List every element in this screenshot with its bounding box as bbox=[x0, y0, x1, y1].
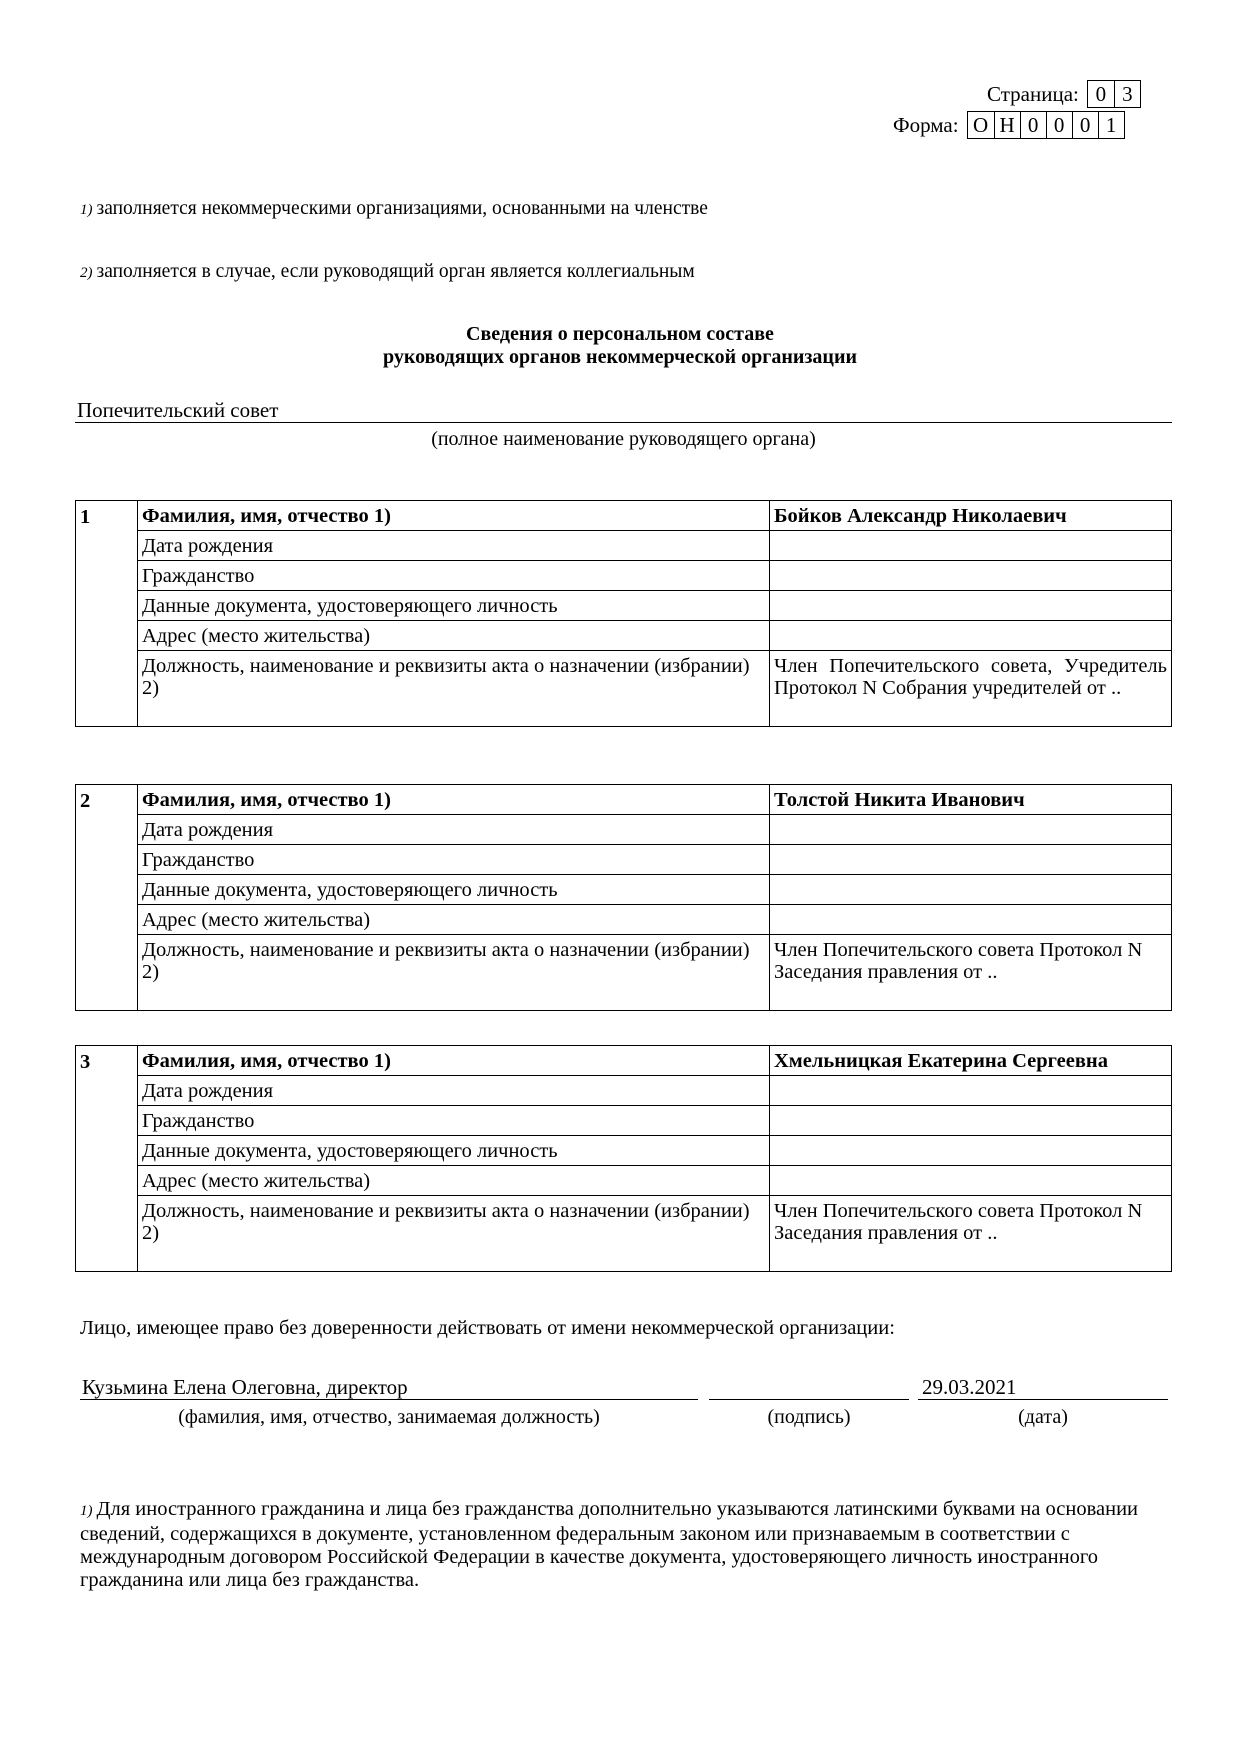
value-fio: Бойков Александр Николаевич bbox=[770, 501, 1172, 531]
label-position: Должность, наименование и реквизиты акта о назначении (избрании) 2) bbox=[138, 1196, 770, 1272]
value-position: Член Попечительского совета Протокол N Заседания правления от .. bbox=[770, 1196, 1172, 1272]
label-position: Должность, наименование и реквизиты акта о назначении (избрании) 2) bbox=[138, 935, 770, 1011]
label-citizenship: Гражданство bbox=[138, 561, 770, 591]
form-digit: 0 bbox=[1046, 112, 1072, 138]
page-digit: 3 bbox=[1114, 81, 1140, 107]
value-id-doc bbox=[770, 1136, 1172, 1166]
person-number: 2 bbox=[76, 785, 138, 1011]
label-id-doc: Данные документа, удостоверяющего личность bbox=[138, 875, 770, 905]
caption-date: (дата) bbox=[1018, 1406, 1068, 1428]
value-position: Член Попечительского совета, Учредитель Протокол N Собрания учредителей от .. bbox=[770, 651, 1172, 727]
governing-body-field bbox=[75, 398, 1172, 423]
label-citizenship: Гражданство bbox=[138, 1106, 770, 1136]
note-mark: 2) bbox=[80, 265, 93, 281]
value-citizenship bbox=[770, 561, 1172, 591]
value-address bbox=[770, 621, 1172, 651]
footnote-text: Для иностранного гражданина и лица без гражданства дополнительно указываются латинскими буквами на основании сведений, содержащихся в документе, установленном федеральным законом или признаваемым в соответствии с международным договором Российской Федерации в качестве документа, удостоверяющего личность иностранного гражданина или лица без гражданства. bbox=[80, 1498, 1139, 1591]
caption-signature: (подпись) bbox=[767, 1406, 851, 1428]
signatory-date: 29.03.2021 bbox=[922, 1375, 1017, 1399]
value-id-doc bbox=[770, 591, 1172, 621]
label-birth: Дата рождения bbox=[138, 815, 770, 845]
form-code-line bbox=[893, 111, 1125, 139]
person-number: 3 bbox=[76, 1046, 138, 1272]
label-birth: Дата рождения bbox=[138, 531, 770, 561]
signatory-name: Кузьмина Елена Олеговна, директор bbox=[82, 1375, 408, 1399]
title-line-2: руководящих органов некоммерческой организации bbox=[382, 346, 858, 368]
page-number-line bbox=[987, 80, 1141, 108]
value-position: Член Попечительского совета Протокол N Заседания правления от .. bbox=[770, 935, 1172, 1011]
form-code-boxes bbox=[967, 111, 1125, 139]
form-digit: 0 bbox=[1020, 112, 1046, 138]
label-fio: Фамилия, имя, отчество 1) bbox=[138, 785, 770, 815]
person-table-1 bbox=[75, 500, 1172, 727]
label-fio: Фамилия, имя, отчество 1) bbox=[138, 1046, 770, 1076]
form-digit: Н bbox=[994, 112, 1020, 138]
form-digit: 0 bbox=[1072, 112, 1098, 138]
title-line-1: Сведения о персональном составе bbox=[466, 323, 774, 345]
note-2 bbox=[80, 261, 695, 283]
value-fio: Толстой Никита Иванович bbox=[770, 785, 1172, 815]
label-id-doc: Данные документа, удостоверяющего личность bbox=[138, 591, 770, 621]
label-address: Адрес (место жительства) bbox=[138, 621, 770, 651]
note-text: заполняется в случае, если руководящий орган является коллегиальным bbox=[96, 261, 695, 282]
governing-body-caption: (полное наименование руководящего органа) bbox=[431, 428, 816, 450]
label-fio: Фамилия, имя, отчество 1) bbox=[138, 501, 770, 531]
value-birth bbox=[770, 1076, 1172, 1106]
value-birth bbox=[770, 815, 1172, 845]
note-text: заполняется некоммерческими организациями, основанными на членстве bbox=[96, 198, 708, 219]
label-address: Адрес (место жительства) bbox=[138, 1166, 770, 1196]
signature-field bbox=[709, 1375, 909, 1400]
person-table-2 bbox=[75, 784, 1172, 1011]
note-mark: 1) bbox=[80, 202, 93, 218]
value-address bbox=[770, 1166, 1172, 1196]
value-fio: Хмельницкая Екатерина Сергеевна bbox=[770, 1046, 1172, 1076]
page-digit: 0 bbox=[1095, 82, 1107, 106]
caption-name: (фамилия, имя, отчество, занимаемая должность) bbox=[178, 1406, 600, 1428]
label-citizenship: Гражданство bbox=[138, 845, 770, 875]
note-1 bbox=[80, 198, 708, 220]
signatory-intro: Лицо, имеющее право без доверенности действовать от имени некоммерческой организации: bbox=[80, 1317, 895, 1339]
person-table-3 bbox=[75, 1045, 1172, 1272]
form-digit: О bbox=[972, 113, 989, 137]
date-field bbox=[918, 1375, 1168, 1400]
person-number: 1 bbox=[76, 501, 138, 727]
signatory-name-field bbox=[80, 1375, 698, 1400]
value-address bbox=[770, 905, 1172, 935]
value-birth bbox=[770, 531, 1172, 561]
form-label: Форма: bbox=[893, 112, 959, 137]
label-birth: Дата рождения bbox=[138, 1076, 770, 1106]
label-address: Адрес (место жительства) bbox=[138, 905, 770, 935]
governing-body-name: Попечительский совет bbox=[77, 398, 279, 422]
value-citizenship bbox=[770, 845, 1172, 875]
footnote-mark: 1) bbox=[80, 1503, 93, 1519]
value-citizenship bbox=[770, 1106, 1172, 1136]
label-position: Должность, наименование и реквизиты акта о назначении (избрании) 2) bbox=[138, 651, 770, 727]
footnote bbox=[80, 1498, 1170, 1592]
page-label: Страница: bbox=[987, 81, 1079, 106]
document-title bbox=[0, 323, 1240, 369]
form-digit: 1 bbox=[1098, 112, 1124, 138]
value-id-doc bbox=[770, 875, 1172, 905]
label-id-doc: Данные документа, удостоверяющего личность bbox=[138, 1136, 770, 1166]
page-number-boxes bbox=[1087, 80, 1141, 108]
